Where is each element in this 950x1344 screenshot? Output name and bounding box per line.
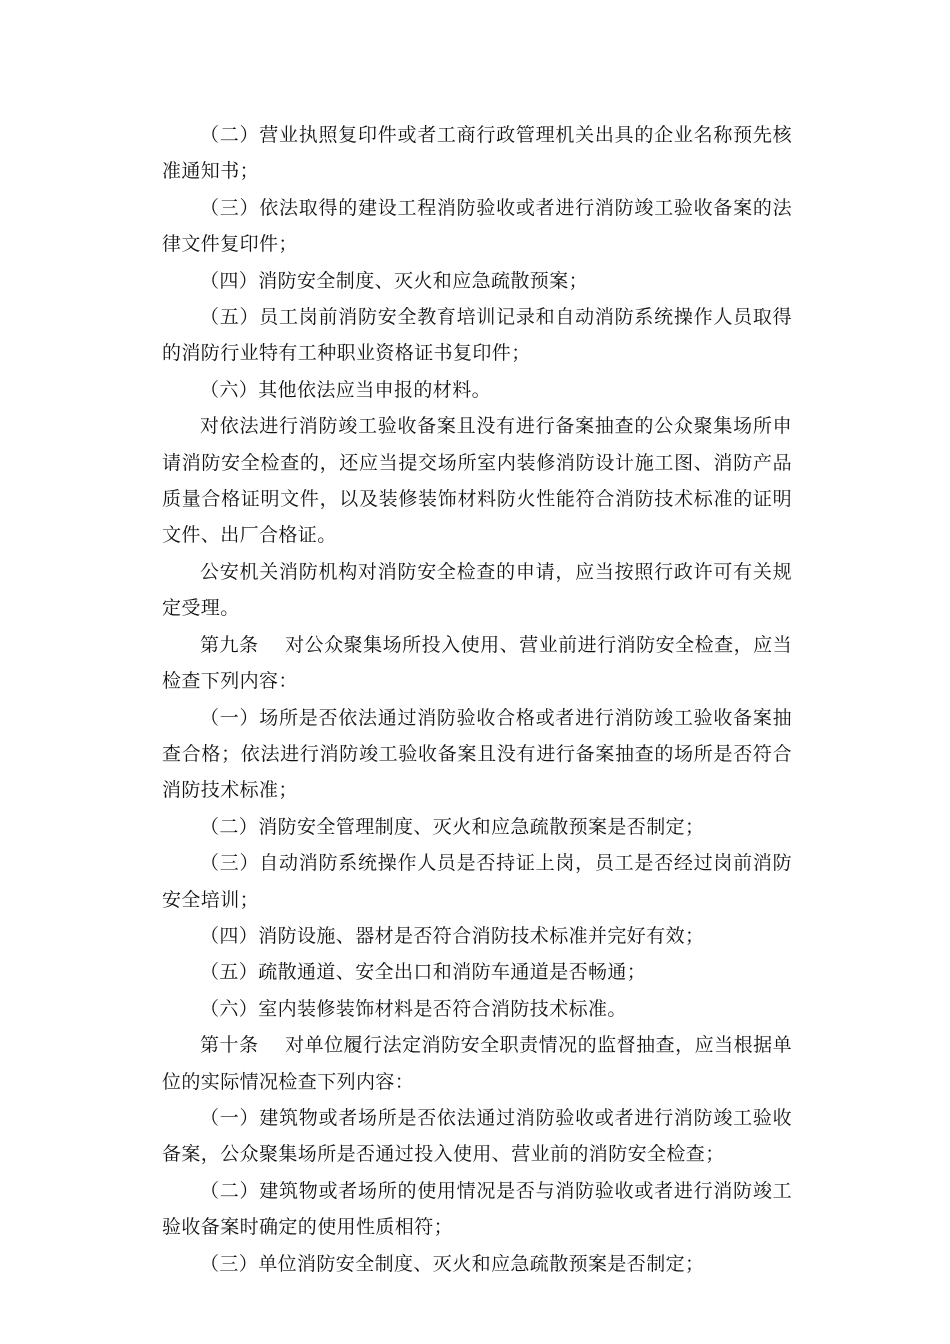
article-9-item-3: （三）自动消防系统操作人员是否持证上岗，员工是否经过岗前消防安全培训； [162, 852, 792, 911]
article-9-item-5: （五）疏散通道、安全出口和消防车通道是否畅通； [200, 961, 647, 984]
document-body [162, 117, 792, 1282]
article-9-item-4: （四）消防设施、器材是否符合消防技术标准并完好有效； [200, 924, 705, 947]
article-10-text: 对单位履行法定消防安全职责情况的监督抽查，应当根据单位的实际情况检查下列内容： [162, 1034, 792, 1093]
article-10-heading: 第十条 [200, 1034, 259, 1057]
article-10-item-3: （三）单位消防安全制度、灭火和应急疏散预案是否制定； [200, 1252, 705, 1275]
article-9-text: 对公众聚集场所投入使用、营业前进行消防安全检查，应当检查下列内容： [162, 633, 792, 693]
article-10-item-1: （一）建筑物或者场所是否依法通过消防验收或者进行消防竣工验收备案，公众聚集场所是否通过投入使用、营业前的消防安全检查； [162, 1106, 792, 1166]
list-item-training-records: （五）员工岗前消防安全教育培训记录和自动消防系统操作人员取得的消防行业特有工种职业资格证书复印件； [162, 306, 792, 365]
article-10 [162, 1027, 792, 1100]
paragraph-additional-submission: 对依法进行消防竣工验收备案且没有进行备案抽查的公众聚集场所申请消防安全检查的，还应当提交场所室内装修消防设计施工图、消防产品质量合格证明文件，以及装修装饰材料防火性能符合消防技术标准的证明文件、出厂合格证。 [162, 415, 792, 547]
list-item-other-materials: （六）其他依法应当申报的材料。 [200, 378, 492, 401]
list-item-business-license: （二）营业执照复印件或者工商行政管理机关出具的企业名称预先核准通知书； [162, 124, 792, 183]
article-9-item-6: （六）室内装修装饰材料是否符合消防技术标准。 [200, 997, 627, 1020]
list-item-safety-system: （四）消防安全制度、灭火和应急疏散预案； [200, 269, 589, 292]
article-9 [162, 627, 792, 700]
article-9-item-1: （一）场所是否依法通过消防验收合格或者进行消防竣工验收备案抽查合格；依法进行消防竣工验收备案且没有进行备案抽查的场所是否符合消防技术标准； [162, 706, 792, 802]
paragraph-acceptance-rule: 公安机关消防机构对消防安全检查的申请，应当按照行政许可有关规定受理。 [162, 560, 792, 620]
article-9-heading: 第九条 [200, 633, 259, 656]
list-item-construction-acceptance: （三）依法取得的建设工程消防验收或者进行消防竣工验收备案的法律文件复印件； [162, 196, 792, 256]
article-10-item-2: （二）建筑物或者场所的使用情况是否与消防验收或者进行消防竣工验收备案时确定的使用性质相符； [162, 1179, 792, 1239]
article-9-item-2: （二）消防安全管理制度、灭火和应急疏散预案是否制定； [200, 815, 705, 838]
